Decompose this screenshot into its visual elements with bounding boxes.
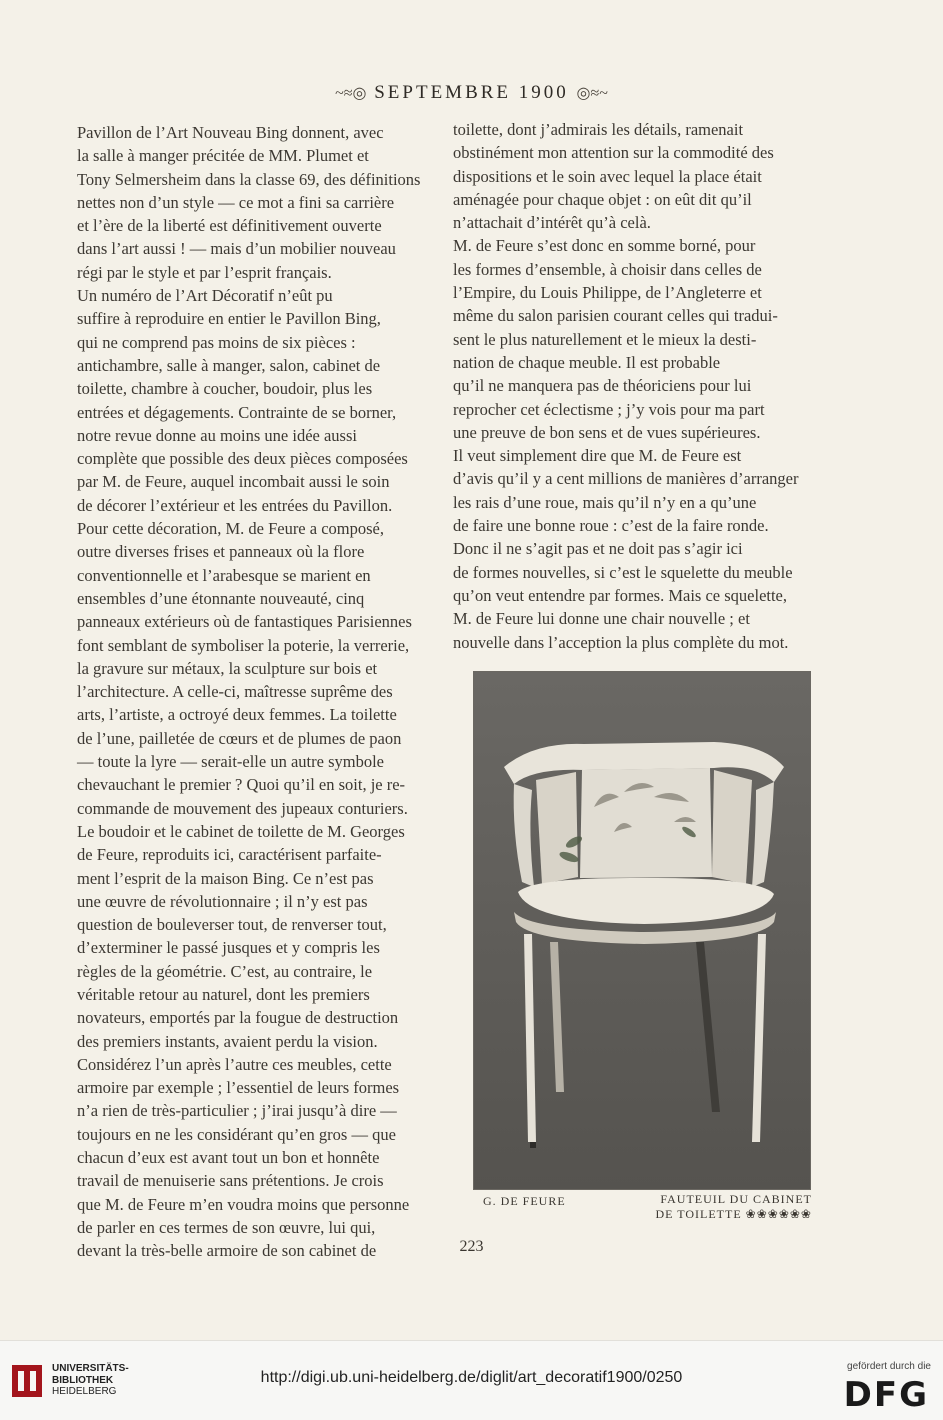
text-line: règles de la géométrie. C’est, au contraire, le [77, 961, 373, 981]
text-line: outre diverses frises et panneaux où la flore [77, 542, 365, 562]
text-line: obstinément mon attention sur la commodité des [453, 143, 774, 163]
text-line: question de bouleverser tout, de renverser tout, [77, 915, 387, 935]
text-line: toilette, chambre à coucher, boudoir, plus les [77, 379, 373, 399]
figure-caption-artist: G. DE FEURE [483, 1194, 566, 1208]
text-line: véritable retour au naturel, dont les premiers [77, 984, 370, 1004]
text-line: chacun d’eux est avant tout un bon et honnête [77, 1148, 380, 1168]
text-line: la salle à manger précitée de MM. Plumet et [77, 146, 369, 166]
library-name-line-3: HEIDELBERG [52, 1386, 117, 1397]
text-line: la gravure sur métaux, la sculpture sur bois et [77, 658, 378, 678]
text-line: conventionnelle et l’arabesque se marient en [77, 565, 371, 585]
ornament-right: ◎≈~ [576, 85, 608, 102]
text-line: de faire une bonne roue : c’est de la faire ronde. [453, 516, 769, 536]
text-line: devant la très-belle armoire de son cabinet de [77, 1241, 377, 1261]
text-line: des premiers instants, avaient perdu la vision. [77, 1031, 378, 1051]
text-line: nation de chaque meuble. Il est probable [453, 352, 721, 372]
text-line: nettes non d’un style — ce mot a fini sa carrière [77, 192, 395, 212]
text-line: notre revue donne au moins une idée aussi [77, 425, 357, 445]
text-line: une preuve de bon sens et de vues supérieures. [453, 422, 761, 442]
source-url-link[interactable]: http://digi.ub.uni-heidelberg.de/diglit/art_decoratif1900/0250 [260, 1369, 683, 1386]
text-line: l’architecture. A celle-ci, maîtresse suprême des [77, 682, 393, 702]
text-line: de décorer l’extérieur et les entrées du Pavillon. [77, 495, 393, 515]
text-line: une œuvre de révolutionnaire ; il n’y est pas [77, 891, 368, 911]
text-line: les rais d’une roue, mais qu’il n’y en a qu’une [453, 492, 757, 512]
right-text-column [453, 118, 817, 654]
text-line: les formes d’ensemble, à choisir dans celles de [453, 259, 762, 279]
text-line: qu’il ne manquera pas de théoriciens pour lui [453, 376, 752, 396]
text-line: commande de mouvement des jupeaux conturiers. [77, 798, 408, 818]
text-line: M. de Feure lui donne une chair nouvelle ; et [453, 609, 750, 629]
text-line: l’Empire, du Louis Philippe, de l’Angleterre et [453, 283, 762, 303]
text-line: dispositions et le soin avec lequel la place était [453, 166, 762, 186]
text-line: reprocher cet éclectisme ; j’y vois pour ma part [453, 399, 765, 419]
text-line: sent le plus naturellement et le mieux la desti- [453, 329, 757, 349]
text-line: toujours en ne les considérant qu’en gros — que [77, 1124, 396, 1144]
text-line: nouvelle dans l’acception la plus complète du mot. [453, 632, 789, 652]
text-line: Le boudoir et le cabinet de toilette de M. Georges [77, 821, 405, 841]
text-line: entrées et dégagements. Contrainte de se borner, [77, 402, 397, 422]
figure-caption-title-line-2: DE TOILETTE ❀❀❀❀❀❀ [655, 1207, 812, 1221]
funding-label: gefördert durch die [847, 1361, 931, 1372]
text-line: chevauchant le premier ? Quoi qu’il en soit, je re- [77, 775, 406, 795]
figure-caption-title-line-1: FAUTEUIL DU CABINET [660, 1192, 812, 1206]
text-line: font semblant de symboliser la poterie, la verrerie, [77, 635, 410, 655]
text-line: armoire par exemple ; l’essentiel de leurs formes [77, 1078, 400, 1098]
footer-bar [0, 1340, 943, 1420]
text-line: — toute la lyre — serait-elle un autre symbole [77, 752, 384, 772]
text-line: qui ne comprend pas moins de six pièces : [77, 332, 356, 352]
text-line: Un numéro de l’Art Décoratif n’eût pu [77, 286, 333, 306]
text-line: n’a rien de très-particulier ; j’irai jusqu’à dire — [77, 1101, 397, 1121]
ornament-left: ~≈◎ [335, 85, 367, 102]
text-line: Considérez l’un après l’autre ces meubles, cette [77, 1054, 392, 1074]
text-line: toilette, dont j’admirais les détails, ramenait [453, 120, 744, 139]
text-line: même du salon parisien courant celles qui tradui- [453, 306, 778, 326]
dfg-logo: DFG [843, 1375, 929, 1415]
text-line: Tony Selmersheim dans la classe 69, des définitions [77, 169, 421, 189]
text-line: travail de menuiserie sans prétentions. Je crois [77, 1171, 384, 1191]
text-line: n’attachait d’intérêt qu’à celà. [453, 213, 651, 233]
text-line: panneaux extérieurs où de fantastiques Parisiennes [77, 612, 412, 632]
armchair-illustration [474, 672, 810, 1189]
page-number: 223 [459, 1238, 484, 1255]
text-line: de parler en ces termes de son œuvre, lui qui, [77, 1217, 376, 1237]
text-line: d’avis qu’il y a cent millions de manières d’arranger [453, 469, 799, 489]
text-line: d’exterminer le passé jusques et y compris les [77, 938, 380, 958]
text-line: qu’on veut entendre par formes. Mais ce squelette, [453, 585, 788, 605]
text-line: de formes nouvelles, si c’est le squelette du meuble [453, 562, 793, 582]
left-text-column [77, 121, 437, 1263]
text-line: ensembles d’une étonnante nouveauté, cinq [77, 588, 365, 608]
library-name-line-1: UNIVERSITÄTS- [52, 1363, 129, 1374]
text-line: par M. de Feure, auquel incombait aussi le soin [77, 472, 390, 492]
text-line: Pavillon de l’Art Nouveau Bing donnent, avec [77, 123, 384, 142]
text-line: que M. de Feure m’en voudra moins que personne [77, 1194, 410, 1214]
text-line: Donc il ne s’agit pas et ne doit pas s’agir ici [453, 539, 743, 559]
text-line: novateurs, emportés par la fougue de destruction [77, 1008, 399, 1028]
text-line: régi par le style et par l’esprit français. [77, 262, 332, 282]
text-line: suffire à reproduire en entier le Pavillon Bing, [77, 309, 381, 329]
figure-caption-title [632, 1192, 812, 1222]
library-name-line-2: BIBLIOTHEK [52, 1374, 114, 1386]
armchair-photograph [473, 671, 811, 1190]
text-line: aménagée pour chaque objet : on eût dit qu’il [453, 189, 752, 209]
text-line: ment l’esprit de la maison Bing. Ce n’est pas [77, 868, 374, 888]
text-line: M. de Feure s’est donc en somme borné, pour [453, 236, 756, 256]
text-line: et l’ère de la liberté est définitivement ouverte [77, 216, 382, 236]
text-line: de l’une, pailletée de cœurs et de plumes de paon [77, 728, 402, 748]
text-line: complète que possible des deux pièces composées [77, 449, 408, 469]
running-head [0, 82, 943, 104]
text-line: antichambre, salle à manger, salon, cabinet de [77, 355, 381, 375]
text-line: dans l’art aussi ! — mais d’un mobilier nouveau [77, 239, 396, 259]
text-line: Il veut simplement dire que M. de Feure est [453, 446, 742, 466]
text-line: Pour cette décoration, M. de Feure a composé, [77, 519, 384, 539]
running-head-title: SEPTEMBRE 1900 [374, 82, 569, 103]
text-line: de Feure, reproduits ici, caractérisent parfaite- [77, 845, 382, 865]
text-line: arts, l’artiste, a octroyé deux femmes. La toilette [77, 705, 397, 725]
